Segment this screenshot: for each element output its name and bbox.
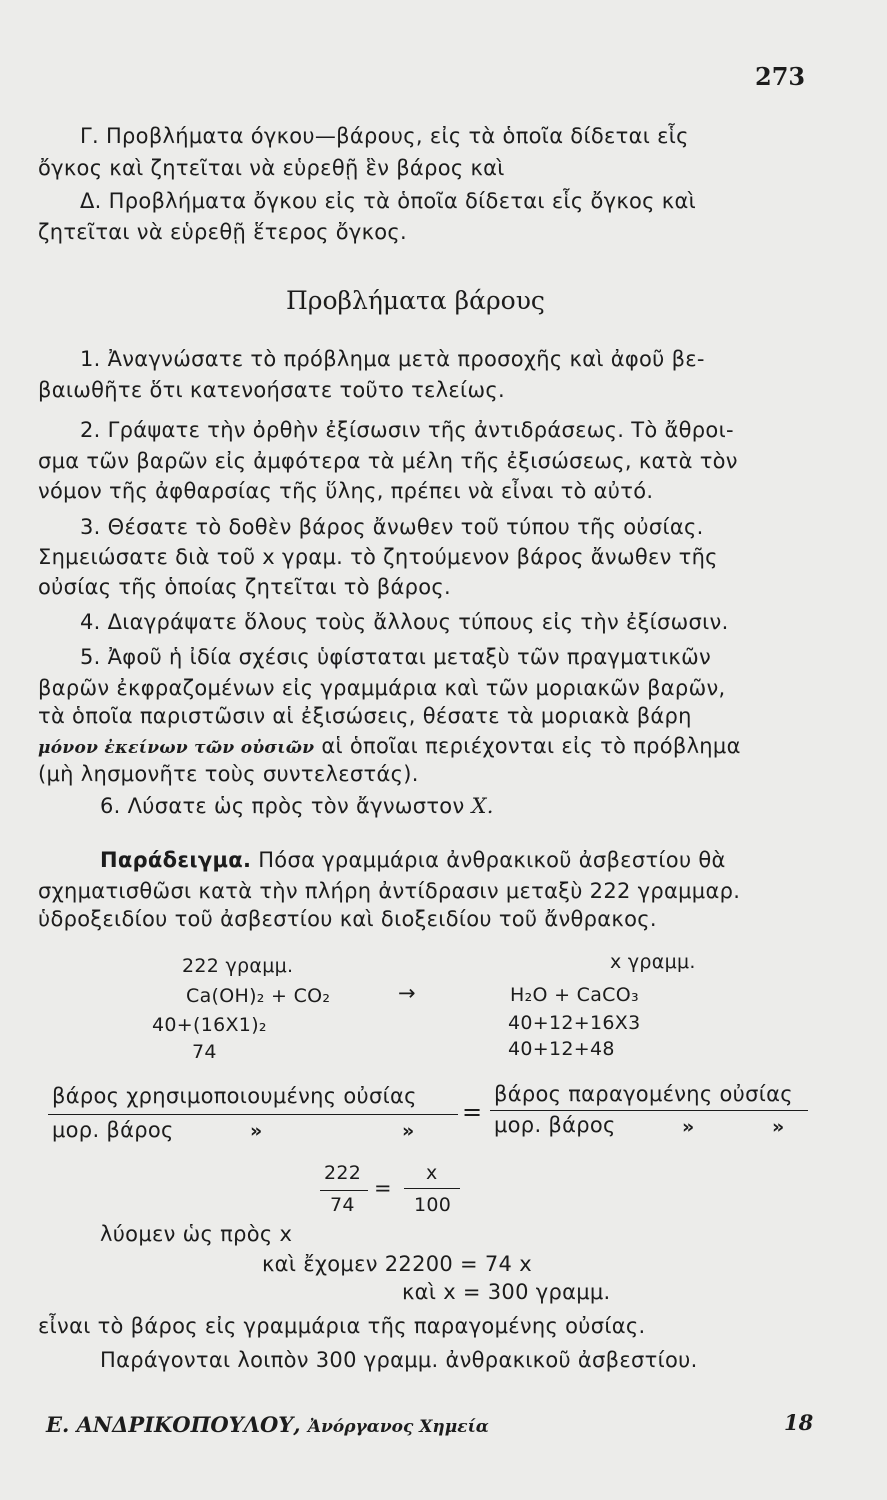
calc-equals: = (374, 1176, 392, 1200)
ratio-left-fraction-bar (48, 1114, 458, 1115)
intro-line-3: Δ. Προβλήματα ὄγκου εἰς τὰ ὁποῖα δίδεται εἷς ὄγκος καὶ (80, 189, 697, 213)
page-number: 273 (755, 62, 806, 91)
step-1-line-1: 1. Ἀναγνώσατε τὸ πρόβλημα μετὰ προσοχῆς καὶ ἀφοῦ βε- (80, 347, 705, 371)
ratio-left-ditto-2: » (402, 1120, 415, 1142)
step-6-text: 6. Λύσατε ὡς πρὸς τὸν ἄγνωστον (100, 794, 465, 818)
footer-book-title: Ἀνόργανος Χημεία (307, 1417, 489, 1437)
equation-arrow: → (398, 981, 416, 1005)
calc-have-line: καὶ ἔχομεν 22200 = 74 x (262, 1252, 532, 1276)
step-4-line-1: 4. Διαγράψατε ὅλους τοὺς ἄλλους τύπους εἰς τὴν ἐξίσωσιν. (80, 610, 729, 634)
equation-right-mw-1: 40+12+16X3 (508, 1012, 641, 1034)
calc-fraction-bar-1 (320, 1190, 368, 1191)
step-3-line-1: 3. Θέσατε τὸ δοθὲν βάρος ἄνωθεν τοῦ τύπου τῆς οὐσίας. (80, 515, 704, 539)
ratio-right-fraction-bar (490, 1110, 808, 1111)
ratio-right-denominator: μορ. βάρος (494, 1113, 616, 1137)
step-1-line-2: βαιωθῆτε ὅτι κατενοήσατε τοῦτο τελείως. (38, 378, 505, 402)
calc-denominator-1: 74 (330, 1194, 355, 1216)
step-5-line-4 (38, 734, 741, 758)
step-3-line-2: Σημειώσατε διὰ τοῦ x γραμ. τὸ ζητούμενον βάρος ἄνωθεν τῆς (38, 545, 718, 569)
ratio-right-ditto-2: » (772, 1116, 785, 1138)
ratio-right-numerator: βάρος παραγομένης οὐσίας (494, 1082, 793, 1106)
ratio-equals: = (462, 1098, 483, 1126)
calc-fraction-bar-2 (404, 1188, 460, 1189)
step-5-line-1: 5. Ἀφοῦ ἡ ἰδία σχέσις ὑφίσταται μεταξὺ τῶν πραγματικῶν (80, 645, 712, 669)
step-6-variable: X. (471, 794, 494, 818)
footer-author: Ε. ΑΝΔΡΙΚΟΠΟΥΛΟΥ, (46, 1412, 301, 1437)
step-5-line-5: (μὴ λησμονῆτε τοὺς συντελεστάς). (38, 762, 419, 786)
intro-line-4: ζητεῖται νὰ εὑρεθῇ ἕτερος ὄγκος. (38, 220, 407, 244)
equation-left-given: 222 γραμμ. (182, 955, 294, 977)
step-5-line-2: βαρῶν ἐκφραζομένων εἰς γραμμάρια καὶ τῶν μοριακῶν βαρῶν, (38, 676, 726, 700)
footer-line (46, 1412, 489, 1437)
example-line-1 (100, 848, 726, 872)
step-6-line-1 (100, 794, 494, 818)
ratio-right-ditto-1: » (682, 1116, 695, 1138)
step-5-line-3: τὰ ὁποῖα παριστῶσιν αἱ ἐξισώσεις, θέσατε τὰ μοριακὰ βάρη (38, 704, 692, 728)
calc-solve-line: λύομεν ὡς πρὸς x (100, 1222, 293, 1246)
example-label: Παράδειγμα. (100, 848, 252, 872)
signature-number: 18 (784, 1410, 814, 1435)
intro-line-2: ὄγκος καὶ ζητεῖται νὰ εὑρεθῇ ἓν βάρος καὶ (38, 156, 505, 180)
step-5-line-4-rest: αἱ ὁποῖαι περιέχονται εἰς τὸ πρόβλημα (321, 734, 741, 758)
example-line-3: ὑδροξειδίου τοῦ ἀσβεστίου καὶ διοξειδίου τοῦ ἄνθρακος. (38, 907, 657, 931)
equation-left-mw-2: 74 (192, 1041, 217, 1063)
equation-right-given: x γραμμ. (610, 951, 696, 973)
intro-line-1: Γ. Προβλήματα όγκου—βάρους, εἰς τὰ ὁποῖα δίδεται εἷς (80, 124, 689, 148)
example-line-1-rest: Πόσα γραμμάρια ἀνθρακικοῦ ἀσβεστίου θὰ (258, 848, 726, 872)
example-line-2: σχηματισθῶσι κατὰ τὴν πλήρη ἀντίδρασιν μεταξὺ 222 γραμμαρ. (38, 879, 741, 903)
calc-result-line: καὶ x = 300 γραμμ. (402, 1280, 611, 1304)
conclusion-line-1: εἶναι τὸ βάρος εἰς γραμμάρια τῆς παραγομένης οὐσίας. (38, 1314, 646, 1338)
equation-left-formula: Ca(OH)₂ + CO₂ (186, 985, 331, 1007)
ratio-left-numerator: βάρος χρησιμοποιουμένης οὐσίας (52, 1084, 417, 1108)
equation-left-mw-1: 40+(16X1)₂ (152, 1014, 267, 1036)
calc-denominator-2: 100 (414, 1194, 452, 1216)
step-2-line-1: 2. Γράψατε τὴν ὀρθὴν ἐξίσωσιν τῆς ἀντιδράσεως. Τὸ ἄθροι- (80, 418, 734, 442)
ratio-left-ditto-1: » (250, 1120, 263, 1142)
equation-right-mw-2: 40+12+48 (508, 1038, 615, 1060)
step-5-emphasis: μόνον ἐκείνων τῶν οὐσιῶν (38, 738, 315, 758)
step-3-line-3: οὐσίας τῆς ὁποίας ζητεῖται τὸ βάρος. (38, 575, 451, 599)
step-2-line-3: νόμον τῆς ἀφθαρσίας τῆς ὕλης, πρέπει νὰ εἶναι τὸ αὐτό. (38, 479, 654, 503)
step-2-line-2: σμα τῶν βαρῶν εἰς ἀμφότερα τὰ μέλη τῆς ἐξισώσεως, κατὰ τὸν (38, 449, 738, 473)
calc-numerator-2: x (426, 1162, 438, 1184)
section-title: Προβλήματα βάρους (286, 286, 545, 315)
ratio-left-denominator: μορ. βάρος (52, 1118, 174, 1142)
equation-right-formula: H₂O + CaCO₃ (510, 984, 639, 1006)
calc-numerator-1: 222 (324, 1162, 362, 1184)
conclusion-line-2: Παράγονται λοιπὸν 300 γραμμ. ἀνθρακικοῦ ἀσβεστίου. (100, 1348, 698, 1372)
